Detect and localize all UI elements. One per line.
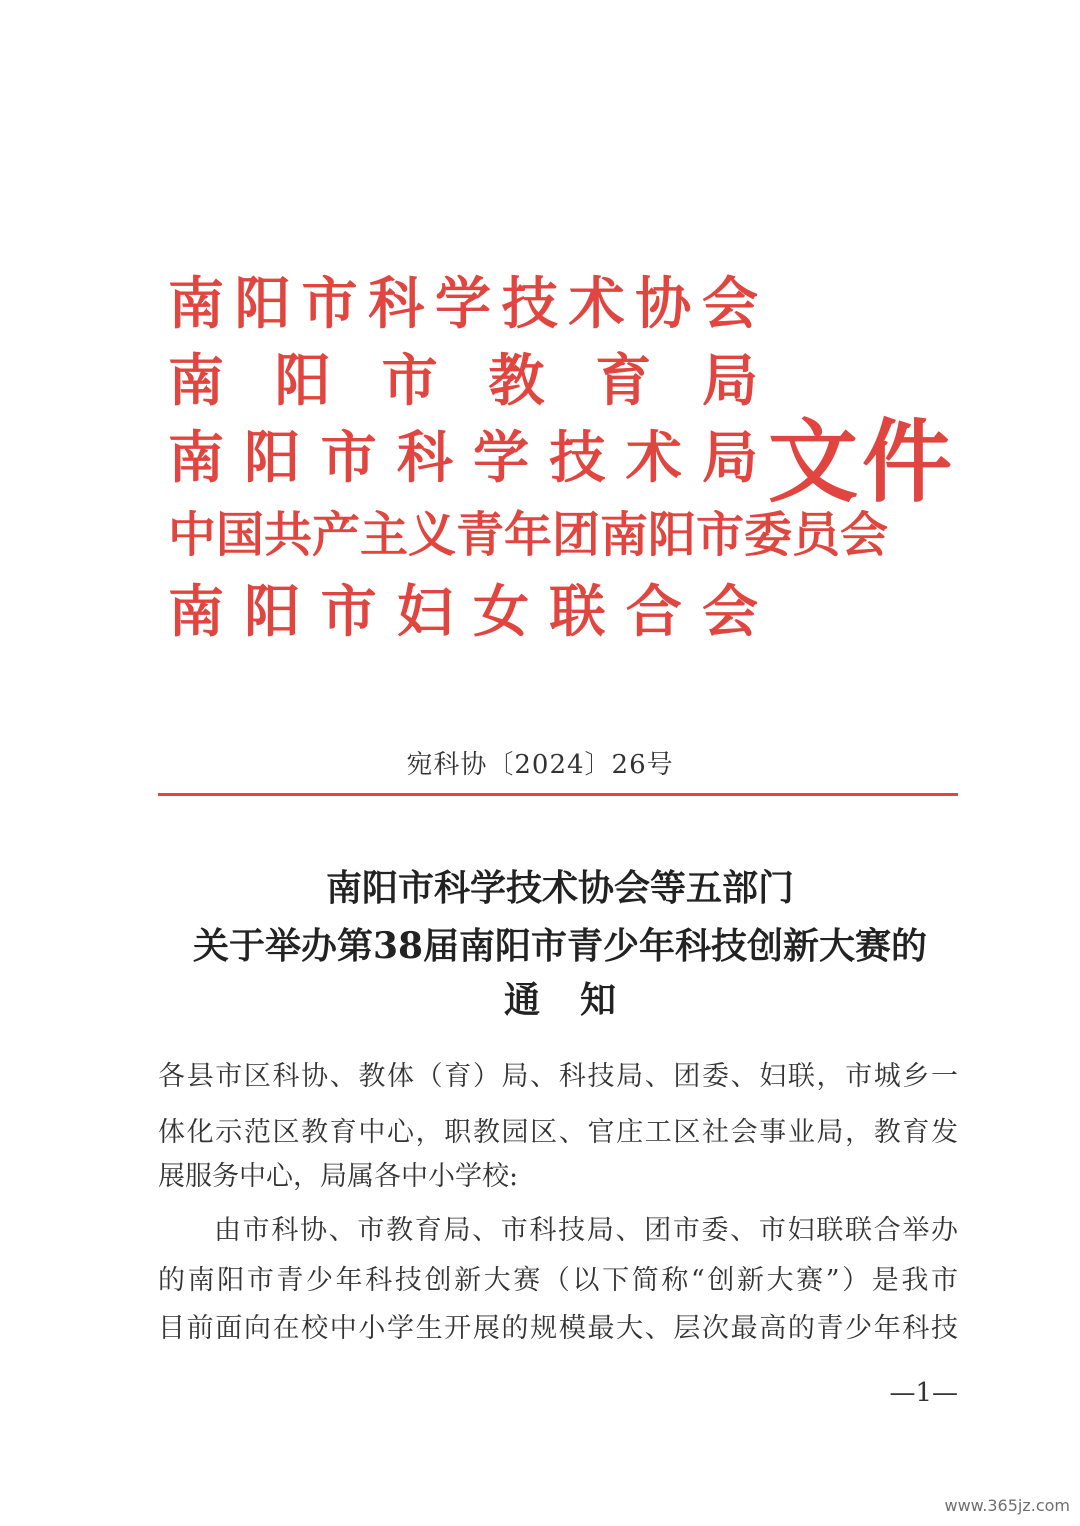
org-name-char: 技 xyxy=(549,425,606,491)
org-name-2 xyxy=(168,348,758,414)
org-name-char: 南 xyxy=(168,348,224,414)
addressee-line-2: 体化示范区教育中心，职教园区、官庄工区社会事业局，教育发 xyxy=(158,1117,958,1148)
org-name-char: 妇 xyxy=(396,579,453,645)
org-name-char: 阳 xyxy=(244,579,301,645)
org-name-char: 南 xyxy=(168,425,224,491)
document-number: 宛科协〔2024〕26号 xyxy=(406,750,674,780)
org-name-char: 市 xyxy=(381,348,438,414)
org-name-char: 育 xyxy=(595,348,652,414)
org-name-char: 术 xyxy=(568,271,625,337)
org-name-char: 科 xyxy=(396,425,453,491)
org-name-5 xyxy=(168,579,758,645)
addressee-line-1: 各县市区科协、教体（育）局、科技局、团委、妇联，市城乡一 xyxy=(158,1061,958,1092)
org-name-char: 教 xyxy=(488,348,545,414)
paragraph-line-3: 目前面向在校中小学生开展的规模最大、层次最高的青少年科技 xyxy=(158,1313,958,1344)
org-name-char: 科 xyxy=(368,271,425,337)
org-name-char: 技 xyxy=(501,271,558,337)
org-name-4: 中国共产主义青年团南阳市委员会 xyxy=(168,507,889,563)
org-name-char: 南 xyxy=(168,271,224,337)
document-title-line-3: 通知 xyxy=(503,979,656,1021)
org-name-char: 学 xyxy=(473,425,530,491)
red-divider-line xyxy=(158,793,958,796)
org-name-char: 阳 xyxy=(274,348,331,414)
org-name-char: 联 xyxy=(549,579,606,645)
document-type-label: 文件 xyxy=(768,409,956,515)
page-number: —1— xyxy=(889,1378,958,1408)
org-name-char: 局 xyxy=(701,348,758,414)
org-name-3 xyxy=(168,425,758,491)
addressee-line-3: 展服务中心，局属各中小学校: xyxy=(158,1161,519,1192)
org-name-char: 会 xyxy=(701,579,758,645)
org-name-char: 市 xyxy=(320,579,377,645)
document-title-line-2: 关于举办第38届南阳市青少年科技创新大赛的 xyxy=(192,925,928,967)
org-name-char: 协 xyxy=(635,271,692,337)
paragraph-line-1: 由市科协、市教育局、市科技局、团市委、市妇联联合举办 xyxy=(214,1215,958,1246)
org-name-char: 南 xyxy=(168,579,224,645)
site-watermark: www.365jz.com xyxy=(944,1496,1070,1515)
org-name-char: 学 xyxy=(435,271,491,337)
org-name-char: 市 xyxy=(301,271,358,337)
org-name-char: 局 xyxy=(701,425,758,491)
org-name-1 xyxy=(168,271,758,337)
org-name-char: 阳 xyxy=(244,425,301,491)
org-name-char: 会 xyxy=(702,271,758,337)
org-name-char: 女 xyxy=(473,579,530,645)
org-name-char: 市 xyxy=(320,425,377,491)
paragraph-line-2: 的南阳市青少年科技创新大赛（以下简称“创新大赛”）是我市 xyxy=(158,1265,958,1296)
document-title-line-1: 南阳市科学技术协会等五部门 xyxy=(325,867,794,909)
org-name-char: 合 xyxy=(625,579,682,645)
org-name-char: 术 xyxy=(625,425,682,491)
org-name-char: 阳 xyxy=(234,271,291,337)
